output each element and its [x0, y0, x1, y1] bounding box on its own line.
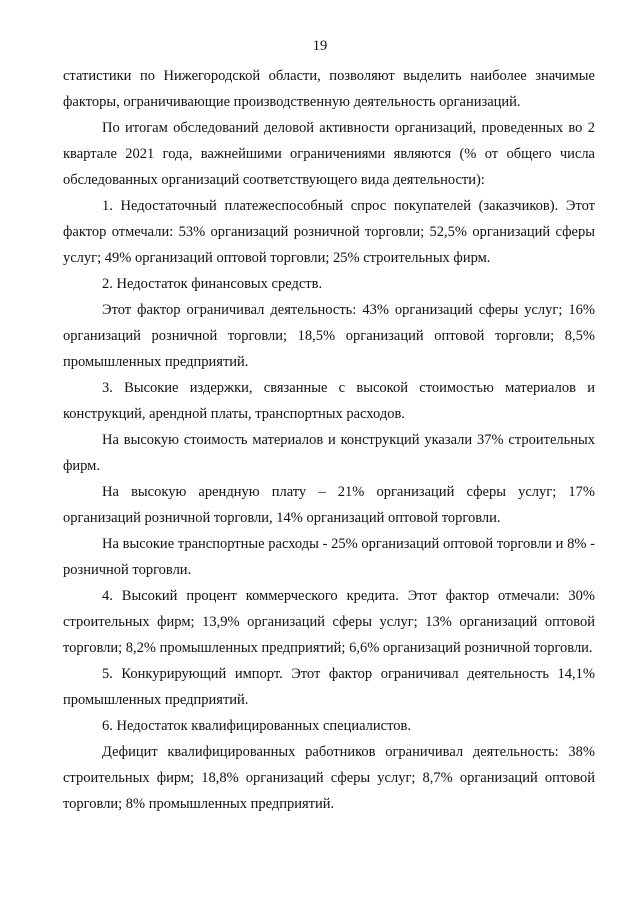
paragraph-factor-3-heading: 3. Высокие издержки, связанные с высокой стоимостью материалов и конструкций, арендной платы, транспортных расходов.: [63, 380, 595, 422]
paragraph-rent-cost: На высокую арендную плату – 21% организаций сферы услуг; 17% организаций розничной торговли, 14% организаций оптовой торговли.: [63, 484, 595, 526]
paragraph-factor-2-heading: 2. Недостаток финансовых средств.: [102, 276, 323, 292]
paragraph-materials-cost: На высокую стоимость материалов и конструкций указали 37% строительных фирм.: [63, 432, 595, 474]
paragraph-continuation: статистики по Нижегородской области, позволяют выделить наиболее значимые факторы, ограничивающие производственную деятельность организаций.: [63, 68, 595, 110]
paragraph-factor-5: 5. Конкурирующий импорт. Этот фактор ограничивал деятельность 14,1% промышленных предприятий.: [63, 666, 595, 708]
document-body: [63, 63, 595, 817]
paragraph-factor-1: 1. Недостаточный платежеспособный спрос покупателей (заказчиков). Этот фактор отмечали: 53% организаций розничной торговли; 52,5% организаций сферы услуг; 49% организаций оптовой торговли; 25% строительных фирм.: [63, 198, 595, 266]
page-number: 19: [312, 38, 328, 54]
paragraph-factor-4: 4. Высокий процент коммерческого кредита. Этот фактор отмечали: 30% строительных фирм; 13,9% организаций сферы услуг; 13% организаций оптовой торговли; 8,2% промышленных предприятий; 6,6% организаций розничной торговли.: [63, 588, 595, 656]
paragraph-factor-2-details: Этот фактор ограничивал деятельность: 43% организаций сферы услуг; 16% организаций розничной торговли; 18,5% организаций оптовой торговли; 8,5% промышленных предприятий.: [63, 302, 595, 370]
paragraph-factor-6-details: Дефицит квалифицированных работников ограничивал деятельность: 38% строительных фирм; 18,8% организаций сферы услуг; 8,7% организаций оптовой торговли; 8% промышленных предприятий.: [63, 744, 595, 812]
paragraph-factor-6-heading: 6. Недостаток квалифицированных специалистов.: [102, 718, 411, 734]
paragraph-survey-intro: По итогам обследований деловой активности организаций, проведенных во 2 квартале 2021 года, важнейшими ограничениями являются (% от общего числа обследованных организаций соответствующего вида деятельности):: [63, 120, 595, 188]
paragraph-transport-cost: На высокие транспортные расходы - 25% организаций оптовой торговли и 8% - розничной торговли.: [63, 536, 595, 578]
